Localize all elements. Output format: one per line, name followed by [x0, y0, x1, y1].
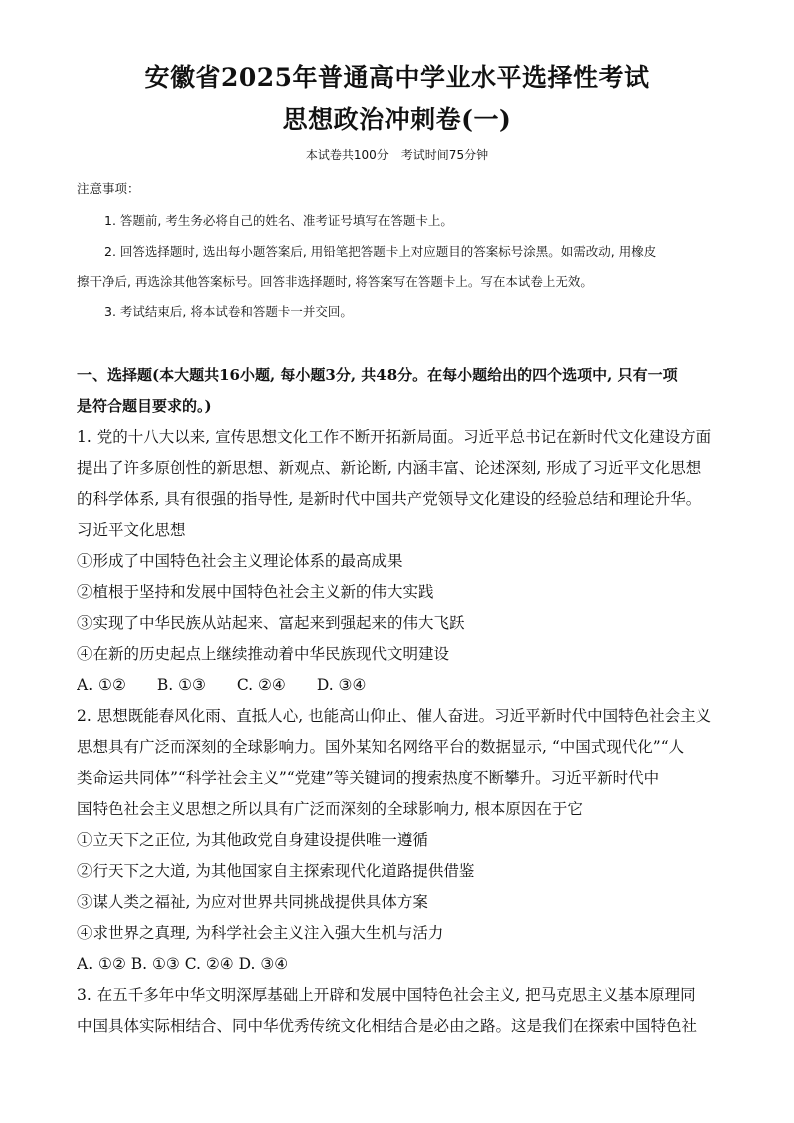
exam-info: 本试卷共100分 考试时间75分钟 — [305, 148, 489, 162]
exam-title: 安徽省2025年普通高中学业水平选择性考试 — [144, 63, 650, 92]
question-2-stem-line-3: 类命运共同体”“科学社会主义”“党建”等关键词的搜索热度不断攀升。习近平新时代中 — [77, 769, 660, 787]
section-heading — [77, 360, 722, 422]
question-2-option-4: ④求世界之真理, 为科学社会主义注入强大生机与活力 — [77, 924, 444, 942]
notice-item-2-line-2: 擦干净后, 再选涂其他答案标号。回答非选择题时, 将答案写在答题卡上。写在本试卷上无效。 — [77, 274, 593, 289]
question-2-option-2: ②行天下之大道, 为其他国家自主探索现代化道路提供借鉴 — [77, 862, 475, 880]
question-1-stem-line-3: 的科学体系, 具有很强的指导性, 是新时代中国共产党领导文化建设的经验总结和理论升华。 — [77, 490, 702, 508]
question-2 — [77, 701, 722, 980]
question-1 — [77, 422, 722, 701]
question-3-stem-line-2: 中国具体实际相结合、同中华优秀传统文化相结合是必由之路。这是我们在探索中国特色社 — [77, 1017, 698, 1035]
question-2-stem-line-1: 2. 思想既能春风化雨、直抵人心, 也能高山仰止、催人奋进。习近平新时代中国特色社会主义 — [77, 707, 712, 725]
notice-item-1: 1. 答题前, 考生务必将自己的姓名、准考证号填写在答题卡上。 — [104, 213, 453, 228]
question-2-choices: A. ①② B. ①③ C. ②④ D. ③④ — [77, 955, 289, 973]
question-1-choices: A. ①② B. ①③ C. ②④ D. ③④ — [77, 676, 367, 694]
question-3 — [77, 980, 722, 1042]
section-heading-line-2: 是符合题目要求的。) — [77, 397, 212, 415]
question-1-option-1: ①形成了中国特色社会主义理论体系的最高成果 — [77, 552, 403, 570]
section-heading-line-1: 一、选择题(本大题共16小题, 每小题3分, 共48分。在每小题给出的四个选项中, 只有一项 — [77, 366, 678, 384]
question-2-stem-line-4: 国特色社会主义思想之所以具有广泛而深刻的全球影响力, 根本原因在于它 — [77, 800, 583, 818]
question-2-option-1: ①立天下之正位, 为其他政党自身建设提供唯一遵循 — [77, 831, 428, 849]
notice-item-2-line-1: 2. 回答选择题时, 选出每小题答案后, 用铅笔把答题卡上对应题目的答案标号涂黑。如需改动, 用橡皮 — [104, 244, 657, 259]
question-1-stem-line-1: 1. 党的十八大以来, 宣传思想文化工作不断开拓新局面。习近平总书记在新时代文化建设方面 — [77, 428, 712, 446]
question-3-stem-line-1: 3. 在五千多年中华文明深厚基础上开辟和发展中国特色社会主义, 把马克思主义基本原理同 — [77, 986, 696, 1004]
notice-heading: 注意事项： — [77, 181, 140, 196]
question-1-option-3: ③实现了中华民族从站起来、富起来到强起来的伟大飞跃 — [77, 614, 465, 632]
question-1-stem-line-2: 提出了许多原创性的新思想、新观点、新论断, 内涵丰富、论述深刻, 形成了习近平文化思想 — [77, 459, 702, 477]
notice-item-3: 3. 考试结束后, 将本试卷和答题卡一并交回。 — [104, 304, 353, 319]
question-2-option-3: ③谋人类之福祉, 为应对世界共同挑战提供具体方案 — [77, 893, 428, 911]
question-1-option-4: ④在新的历史起点上继续推动着中华民族现代文明建设 — [77, 645, 450, 663]
question-1-option-2: ②植根于坚持和发展中国特色社会主义新的伟大实践 — [77, 583, 434, 601]
exam-subtitle: 思想政治冲刺卷(一) — [282, 105, 512, 134]
question-2-stem-line-2: 思想具有广泛而深刻的全球影响力。国外某知名网络平台的数据显示, “中国式现代化”“人 — [77, 738, 685, 756]
question-1-stem-line-4: 习近平文化思想 — [77, 521, 186, 539]
